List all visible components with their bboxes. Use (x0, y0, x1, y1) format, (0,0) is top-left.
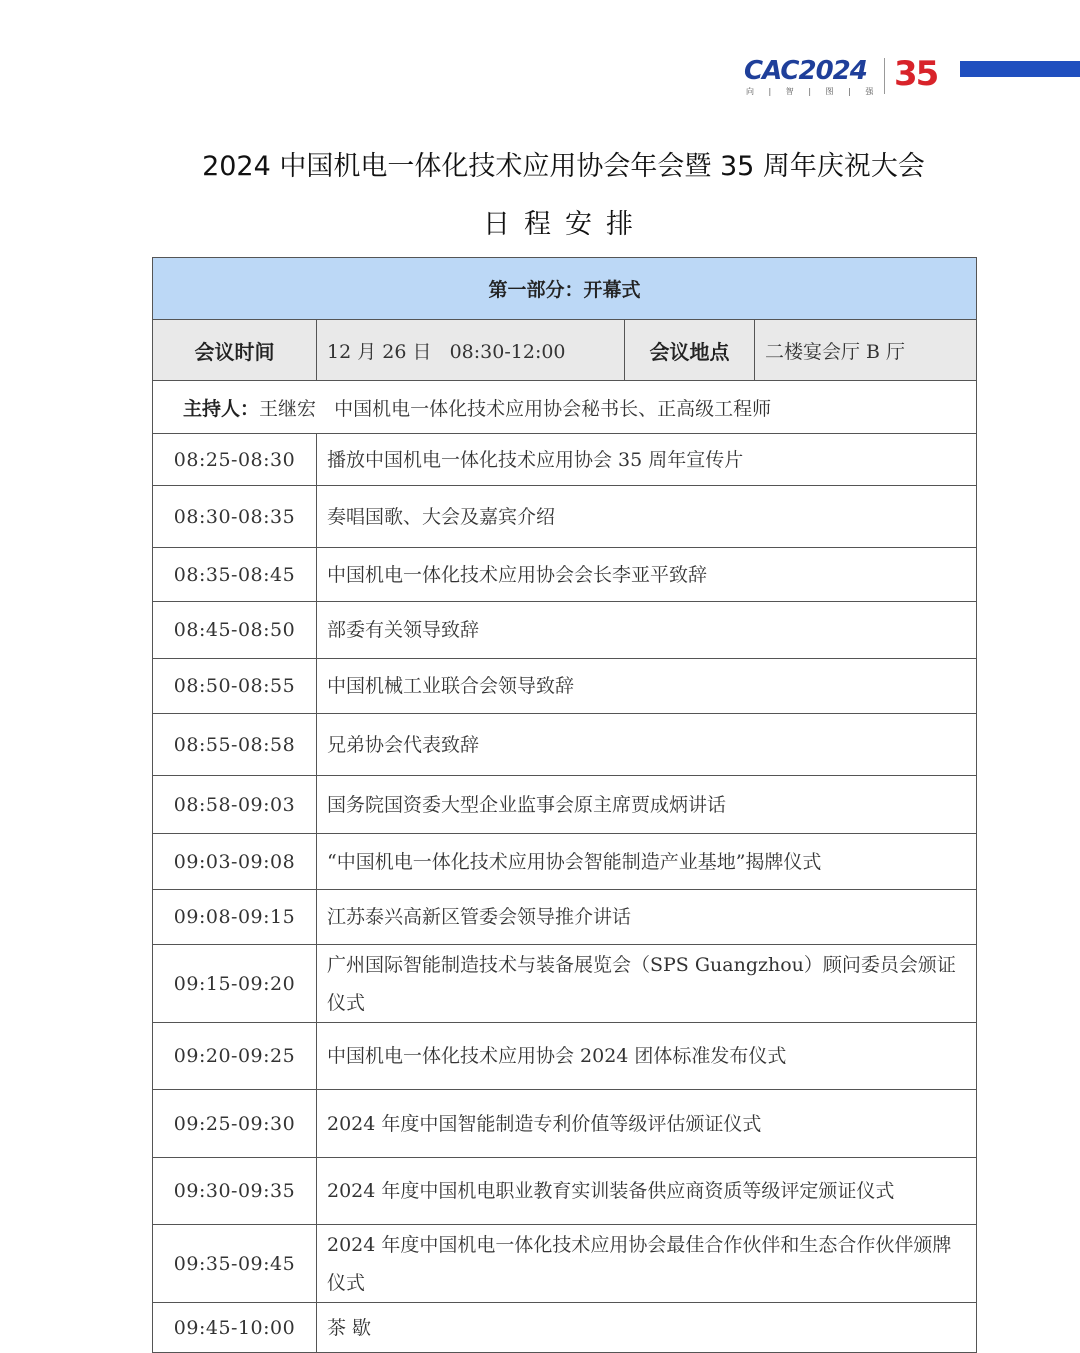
schedule-row (153, 486, 977, 548)
section-title: 第一部分：开幕式 (153, 258, 977, 320)
cac2024-logo (742, 56, 1080, 102)
row-item: 中国机电一体化技术应用协会会长李亚平致辞 (317, 548, 977, 602)
time-value: 12 月 26 日 08:30-12:00 (317, 320, 625, 381)
row-item: 国务院国资委大型企业监事会原主席贾成炳讲话 (317, 776, 977, 834)
schedule-table (152, 257, 977, 1353)
section-header-row (153, 258, 977, 320)
document-subtitle: 日程安排 (483, 209, 647, 240)
row-time: 08:35-08:45 (153, 548, 317, 602)
host-value: 王继宏 中国机电一体化技术应用协会秘书长、正高级工程师 (259, 397, 772, 420)
logo-divider (884, 58, 885, 94)
row-item: 2024 年度中国智能制造专利价值等级评估颁证仪式 (317, 1090, 977, 1158)
row-item: 部委有关领导致辞 (317, 602, 977, 659)
host-label: 主持人： (183, 397, 260, 420)
row-time: 08:55-08:58 (153, 714, 317, 776)
row-item: 中国机械工业联合会领导致辞 (317, 659, 977, 714)
meeting-info-row (153, 320, 977, 381)
row-item: 2024 年度中国机电一体化技术应用协会最佳合作伙伴和生态合作伙伴颁牌仪式 (317, 1225, 977, 1303)
schedule-row (153, 714, 977, 776)
schedule-row (153, 1023, 977, 1090)
row-item: 江苏泰兴高新区管委会领导推介讲话 (317, 890, 977, 945)
row-time: 08:25-08:30 (153, 434, 317, 486)
schedule-row (153, 834, 977, 890)
time-label: 会议时间 (153, 320, 317, 381)
logo-tagline: 向 | 智 | 图 | 强 (746, 87, 880, 96)
row-time: 09:15-09:20 (153, 945, 317, 1023)
row-item: 中国机电一体化技术应用协会 2024 团体标准发布仪式 (317, 1023, 977, 1090)
row-item: 2024 年度中国机电职业教育实训装备供应商资质等级评定颁证仪式 (317, 1158, 977, 1225)
row-item: 茶 歇 (317, 1303, 977, 1353)
schedule-row (153, 1225, 977, 1303)
schedule-row (153, 1303, 977, 1353)
row-time: 08:58-09:03 (153, 776, 317, 834)
schedule-row (153, 890, 977, 945)
host-row (153, 381, 977, 434)
schedule-row (153, 434, 977, 486)
row-item: 广州国际智能制造技术与装备展览会（SPS Guangzhou）顾问委员会颁证仪式 (317, 945, 977, 1023)
row-time: 08:45-08:50 (153, 602, 317, 659)
document-title: 2024 中国机电一体化技术应用协会年会暨 35 周年庆祝大会 (202, 151, 925, 182)
row-time: 09:30-09:35 (153, 1158, 317, 1225)
row-time: 09:35-09:45 (153, 1225, 317, 1303)
place-value: 二楼宴会厅 B 厅 (755, 320, 977, 381)
logo-blue-bar (960, 61, 1080, 77)
row-time: 09:45-10:00 (153, 1303, 317, 1353)
row-time: 09:20-09:25 (153, 1023, 317, 1090)
row-item: 奏唱国歌、大会及嘉宾介绍 (317, 486, 977, 548)
row-time: 09:08-09:15 (153, 890, 317, 945)
schedule-row (153, 602, 977, 659)
row-item: 播放中国机电一体化技术应用协会 35 周年宣传片 (317, 434, 977, 486)
schedule-row (153, 548, 977, 602)
row-item: 兄弟协会代表致辞 (317, 714, 977, 776)
schedule-row (153, 945, 977, 1023)
logo-anniversary: 35 (894, 54, 938, 94)
row-time: 09:25-09:30 (153, 1090, 317, 1158)
row-item: “中国机电一体化技术应用协会智能制造产业基地”揭牌仪式 (317, 834, 977, 890)
row-time: 09:03-09:08 (153, 834, 317, 890)
row-time: 08:50-08:55 (153, 659, 317, 714)
schedule-row (153, 776, 977, 834)
logo-brand: CAC2024 (744, 56, 867, 86)
place-label: 会议地点 (625, 320, 755, 381)
schedule-row (153, 1158, 977, 1225)
row-time: 08:30-08:35 (153, 486, 317, 548)
schedule-row (153, 1090, 977, 1158)
schedule-row (153, 659, 977, 714)
